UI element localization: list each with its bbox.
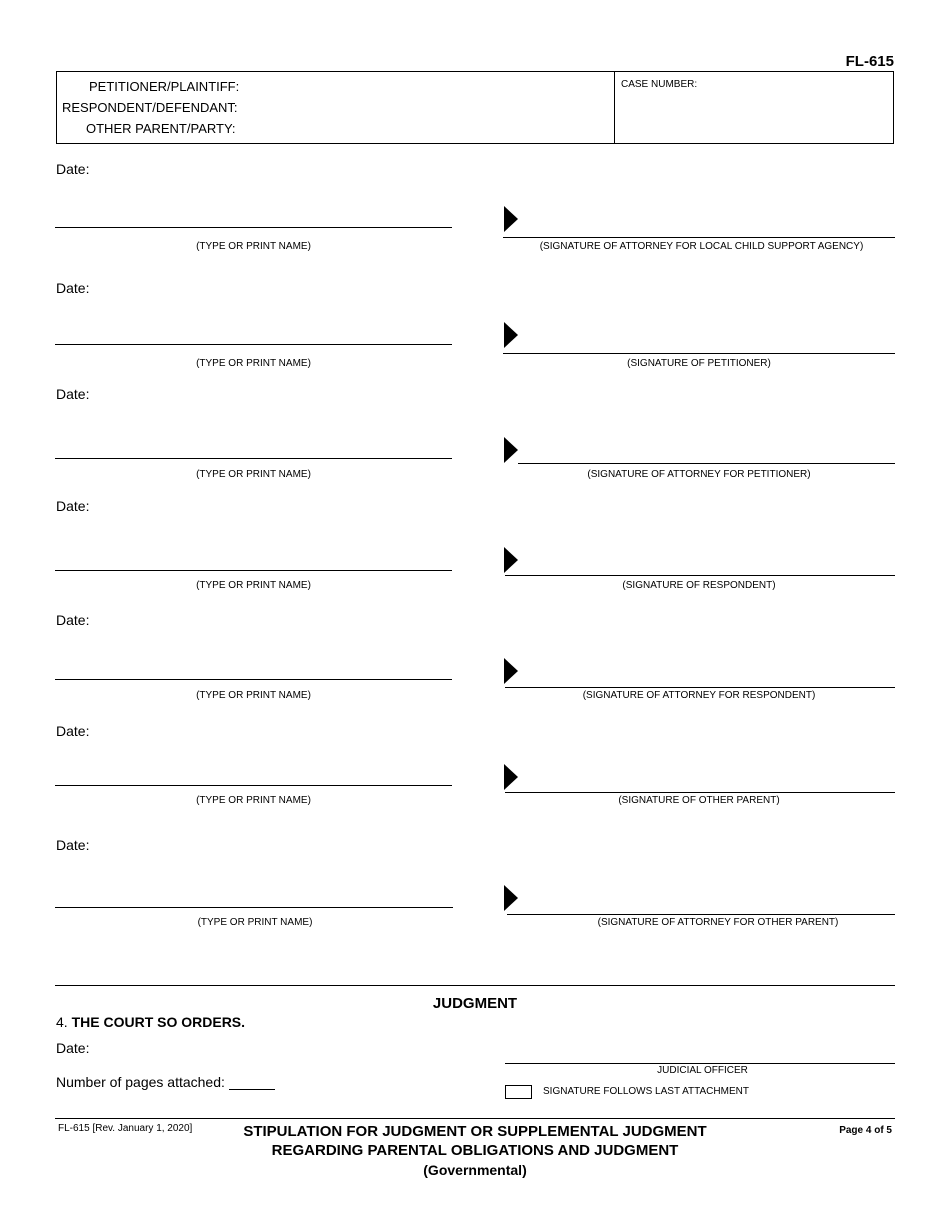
sign-here-arrow-icon <box>504 764 518 790</box>
page-number: Page 4 of 5 <box>839 1125 892 1136</box>
name-line[interactable] <box>55 227 452 228</box>
signature-line[interactable] <box>505 687 895 688</box>
petitioner-label: PETITIONER/PLAINTIFF: <box>89 79 240 94</box>
sign-here-arrow-icon <box>504 322 518 348</box>
signature-line[interactable] <box>505 575 895 576</box>
name-line[interactable] <box>55 785 452 786</box>
signature-caption: (SIGNATURE OF ATTORNEY FOR RESPONDENT) <box>582 690 816 701</box>
date-label: Date: <box>56 723 90 739</box>
footer-title-line1: STIPULATION FOR JUDGMENT OR SUPPLEMENTAL JUDGMENT <box>243 1123 707 1140</box>
signature-caption: (SIGNATURE OF ATTORNEY FOR OTHER PARENT) <box>597 917 839 928</box>
judicial-officer-label: JUDICIAL OFFICER <box>657 1065 748 1076</box>
item-number: 4. <box>56 1014 68 1030</box>
respondent-label: RESPONDENT/DEFENDANT: <box>62 100 238 115</box>
name-caption: (TYPE OR PRINT NAME) <box>197 917 313 928</box>
date-label: Date: <box>56 498 90 514</box>
judgment-date-label: Date: <box>56 1040 90 1056</box>
pages-attached <box>56 1074 275 1090</box>
signature-follows-label: SIGNATURE FOLLOWS LAST ATTACHMENT <box>543 1086 749 1097</box>
name-caption: (TYPE OR PRINT NAME) <box>196 690 311 701</box>
form-number: FL-615 <box>845 53 894 70</box>
date-label: Date: <box>56 280 90 296</box>
form-revision: FL-615 [Rev. January 1, 2020] <box>58 1123 193 1134</box>
footer-title-line2: REGARDING PARENTAL OBLIGATIONS AND JUDGMENT <box>271 1142 679 1159</box>
signature-caption: (SIGNATURE OF ATTORNEY FOR PETITIONER) <box>587 469 811 480</box>
signature-line[interactable] <box>503 353 895 354</box>
orders-text: THE COURT SO ORDERS. <box>71 1014 246 1030</box>
pages-attached-label: Number of pages attached: <box>56 1074 225 1090</box>
signature-line[interactable] <box>503 237 895 238</box>
name-caption: (TYPE OR PRINT NAME) <box>196 580 311 591</box>
judgment-divider <box>55 985 895 986</box>
sign-here-arrow-icon <box>504 885 518 911</box>
signature-line[interactable] <box>518 463 895 464</box>
signature-caption: (SIGNATURE OF RESPONDENT) <box>622 580 776 591</box>
caption-box <box>56 71 894 144</box>
court-orders <box>56 1014 245 1030</box>
name-caption: (TYPE OR PRINT NAME) <box>196 358 311 369</box>
signature-line[interactable] <box>505 792 895 793</box>
judgment-title: JUDGMENT <box>432 995 518 1012</box>
signature-line[interactable] <box>507 914 895 915</box>
sign-here-arrow-icon <box>504 547 518 573</box>
footer-divider <box>55 1118 895 1119</box>
other-parent-label: OTHER PARENT/PARTY: <box>86 121 236 136</box>
date-label: Date: <box>56 386 90 402</box>
name-caption: (TYPE OR PRINT NAME) <box>196 469 311 480</box>
name-caption: (TYPE OR PRINT NAME) <box>196 241 311 252</box>
signature-caption: (SIGNATURE OF PETITIONER) <box>627 358 771 369</box>
footer-title-line3: (Governmental) <box>423 1162 527 1178</box>
date-label: Date: <box>56 837 90 853</box>
sign-here-arrow-icon <box>504 437 518 463</box>
name-caption: (TYPE OR PRINT NAME) <box>196 795 311 806</box>
signature-follows-checkbox[interactable] <box>505 1085 532 1099</box>
name-line[interactable] <box>55 344 452 345</box>
case-number-label: CASE NUMBER: <box>621 79 698 90</box>
sign-here-arrow-icon <box>504 658 518 684</box>
sign-here-arrow-icon <box>504 206 518 232</box>
name-line[interactable] <box>55 570 452 571</box>
pages-attached-field[interactable] <box>229 1075 275 1090</box>
name-line[interactable] <box>55 679 452 680</box>
date-label: Date: <box>56 612 90 628</box>
judicial-officer-line[interactable] <box>505 1063 895 1064</box>
name-line[interactable] <box>55 458 452 459</box>
signature-caption: (SIGNATURE OF ATTORNEY FOR LOCAL CHILD SUPPORT AGENCY) <box>539 241 864 252</box>
date-label: Date: <box>56 161 90 177</box>
caption-divider <box>614 72 615 143</box>
signature-caption: (SIGNATURE OF OTHER PARENT) <box>618 795 780 806</box>
name-line[interactable] <box>55 907 453 908</box>
